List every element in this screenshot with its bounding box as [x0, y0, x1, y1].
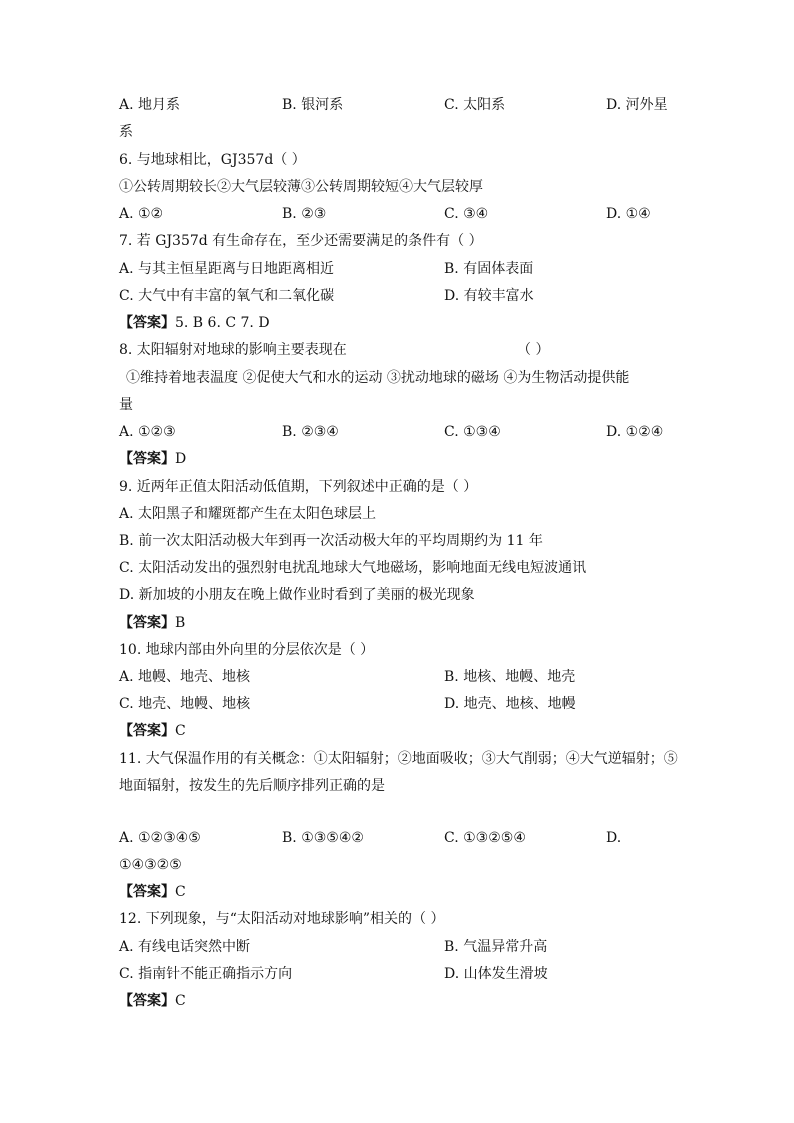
- answer-label: 【答案】: [119, 723, 175, 739]
- q9-option-c: C. 太阳活动发出的强烈射电扰乱地球大气地磁场，影响地面无线电短波通讯: [119, 560, 587, 576]
- q8-stem: 8. 太阳辐射对地球的影响主要表现在: [119, 342, 347, 358]
- q11-option-d: D.: [606, 830, 622, 846]
- q10-option-b: B. 地核、地幔、地壳: [444, 669, 576, 685]
- answer-value: C: [175, 723, 186, 739]
- q7-option-a: A. 与其主恒星距离与日地距离相近: [119, 261, 335, 277]
- q9-option-d: D. 新加坡的小朋友在晚上做作业时看到了美丽的极光现象: [119, 587, 475, 603]
- q7-option-d: D. 有较丰富水: [444, 288, 534, 304]
- answer-11: [119, 883, 186, 901]
- q8-option-b: B. ②③④: [282, 424, 339, 440]
- q11-option-a: A. ①②③④⑤: [119, 830, 201, 846]
- q7-stem: 7. 若 GJ357d 有生命存在，至少还需要满足的条件有（ ）: [119, 233, 483, 249]
- q8-bracket: （ ）: [517, 342, 550, 358]
- q7-option-b: B. 有固体表面: [444, 261, 534, 277]
- answer-label: 【答案】: [119, 993, 175, 1009]
- q8-option-a: A. ①②③: [119, 424, 176, 440]
- q12-option-b: B. 气温异常升高: [444, 939, 548, 955]
- q8-items: ①维持着地表温度 ②促使大气和水的运动 ③扰动地球的磁场 ④为生物活动提供能: [126, 370, 630, 386]
- q8-option-d: D. ①②④: [606, 424, 664, 440]
- answer-label: 【答案】: [119, 615, 175, 631]
- q6-option-a: A. ①②: [119, 206, 164, 222]
- q9-option-b: B. 前一次太阳活动极大年到再一次活动极大年的平均周期约为 11 年: [119, 533, 543, 549]
- answer-label: 【答案】: [119, 884, 175, 900]
- q6-option-c: C. ③④: [444, 206, 489, 222]
- q12-stem: 12. 下列现象，与“太阳活动对地球影响”相关的（ ）: [119, 911, 445, 927]
- answer-8: [119, 450, 186, 468]
- q5-option-c: C. 太阳系: [444, 97, 506, 113]
- q5-option-d: D. 河外星: [606, 97, 668, 113]
- answer-label: 【答案】: [119, 451, 175, 467]
- q5-option-d-continued: 系: [119, 124, 133, 140]
- answer-value: C: [175, 884, 186, 900]
- answer-value: 5. B 6. C 7. D: [175, 315, 270, 331]
- answer-5-7: [119, 314, 270, 332]
- q10-option-c: C. 地壳、地幔、地核: [119, 696, 251, 712]
- q7-option-c: C. 大气中有丰富的氧气和二氧化碳: [119, 288, 335, 304]
- q6-items: ①公转周期较长②大气层较薄③公转周期较短④大气层较厚: [119, 179, 483, 195]
- answer-10: [119, 722, 186, 740]
- q6-option-b: B. ②③: [282, 206, 327, 222]
- answer-value: C: [175, 993, 186, 1009]
- q10-option-a: A. 地幔、地壳、地核: [119, 669, 251, 685]
- q9-stem: 9. 近两年正值太阳活动低值期，下列叙述中正确的是（ ）: [119, 479, 478, 495]
- q5-option-b: B. 银河系: [282, 97, 344, 113]
- q9-option-a: A. 太阳黑子和耀斑都产生在太阳色球层上: [119, 506, 377, 522]
- q5-option-a: A. 地月系: [119, 97, 181, 113]
- q10-option-d: D. 地壳、地核、地幔: [444, 696, 576, 712]
- q12-option-c: C. 指南针不能正确指示方向: [119, 966, 293, 982]
- q8-option-c: C. ①③④: [444, 424, 501, 440]
- q8-items-continued: 量: [119, 397, 133, 413]
- answer-value: B: [175, 615, 186, 631]
- q10-stem: 10. 地球内部由外向里的分层依次是（ ）: [119, 642, 375, 658]
- q11-option-c: C. ①③②⑤④: [444, 830, 526, 846]
- q11-option-d-continued: ①④③②⑤: [119, 857, 182, 873]
- answer-9: [119, 614, 185, 632]
- q6-stem: 6. 与地球相比，GJ357d（ ）: [119, 152, 306, 168]
- q12-option-d: D. 山体发生滑坡: [444, 966, 548, 982]
- answer-12: [119, 992, 186, 1010]
- q11-stem-continued: 地面辐射，按发生的先后顺序排列正确的是: [119, 778, 385, 794]
- answer-value: D: [175, 451, 187, 467]
- answer-label: 【答案】: [119, 315, 175, 331]
- q12-option-a: A. 有线电话突然中断: [119, 939, 251, 955]
- q6-option-d: D. ①④: [606, 206, 651, 222]
- q11-option-b: B. ①③⑤④②: [282, 830, 364, 846]
- q11-stem: 11. 大气保温作用的有关概念：①太阳辐射；②地面吸收；③大气削弱；④大气逆辐射；⑤: [119, 751, 678, 767]
